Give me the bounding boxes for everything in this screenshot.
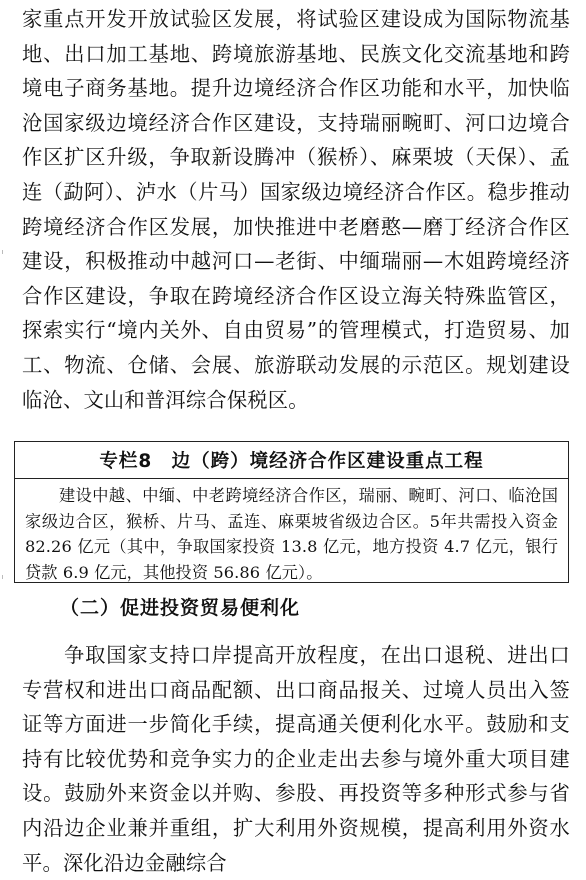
section-heading: （二）促进投资贸易便利化 — [60, 597, 301, 619]
body-paragraph-2: 争取国家支持口岸提高开放程度，在出口退税、进出口专营权和进出口商品配额、出口商品报关、过境人员出入签证等方面进一步简化手续，提高通关便利化水平。鼓励和支持有比较优势和竞争实力的企业走出去参与境外重大项目建设。鼓励外来资金以并购、参股、再投资等多种形式参与省内沿边企业兼并重组，扩大利用外资规模，提高利用外资水平。深化沿边金融综合 — [22, 643, 570, 875]
column-box-title: 专栏8 边（跨）境经济合作区建设重点工程 — [15, 442, 568, 479]
column-box-body: 建设中越、中缅、中老跨境经济合作区，瑞丽、畹町、河口、临沧国家级边合区，猴桥、片马、孟连、麻栗坡省级边合区。5年共需投入资金 82.26 亿元（其中，争取国家投资 13.8 亿元，地方投资 4.7 亿元，银行贷款 6.9 亿元，其他投资 56.86 亿元）。 — [25, 486, 558, 582]
binding-tick — [2, 575, 3, 579]
body-paragraph: 家重点开发开放试验区发展，将试验区建设成为国际物流基地、出口加工基地、跨境旅游基地、民族文化交流基地和跨境电子商务基地。提升边境经济合作区功能和水平，加快临沧国家级边境经济合作区建设，支持瑞丽畹町、河口边境合作区扩区升级，争取新设腾冲（猴桥）、麻栗坡（天保）、孟连（勐阿）、泸水（片马）国家级边境经济合作区。稳步推动跨境经济合作区发展，加快推进中老磨憨—磨丁经济合作区建设，积极推动中越河口—老街、中缅瑞丽—木姐跨境经济合作区建设，争取在跨境经济合作区设立海关特殊监管区，探索实行“境内关外、自由贸易”的管理模式，打造贸易、加工、物流、仓储、会展、旅游联动发展的示范区。规划建设临沧、文山和普洱综合保税区。 — [22, 7, 570, 412]
column-box — [14, 441, 569, 583]
binding-tick — [2, 250, 3, 254]
